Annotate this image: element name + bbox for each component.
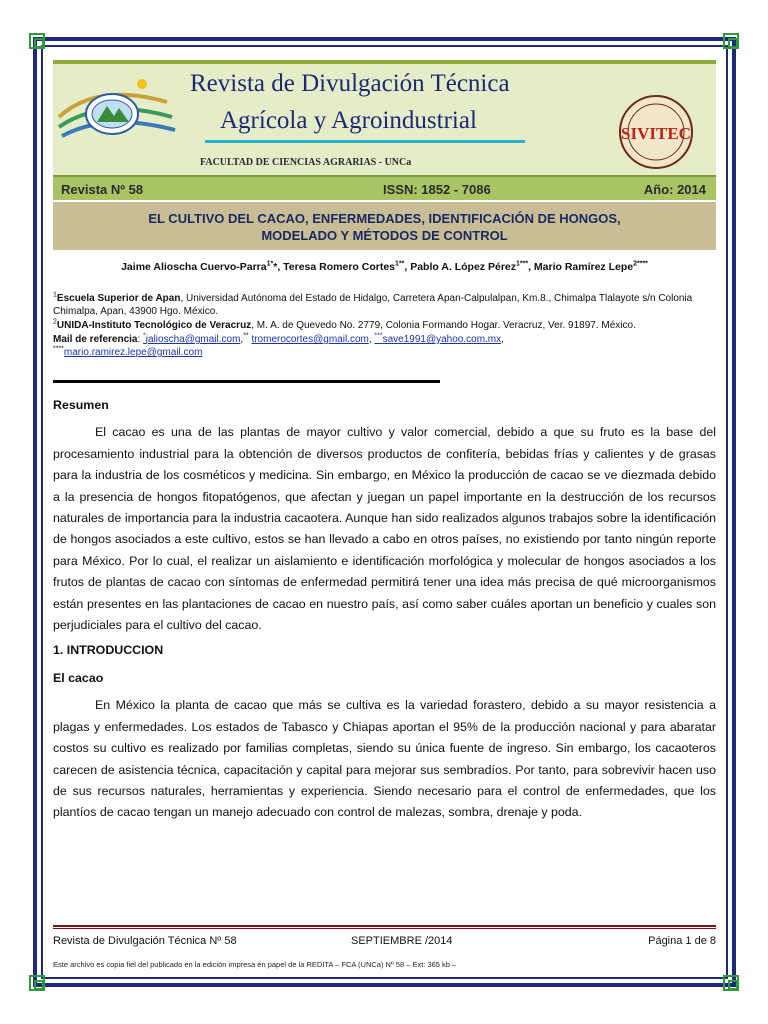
contact-emails: Mail de referencia: *jalioscha@gmail.com,** tromerocortes@gmail.com, ***save1991@yahoo.com.mx, ****mario.ramirez.lepe@gmail.com — [53, 332, 504, 358]
issue-bar — [53, 175, 716, 200]
issn: ISSN: 1852 - 7086 — [383, 182, 491, 197]
email-1-text: jalioscha@gmail.com — [145, 334, 241, 345]
email-2-sup: ** — [243, 332, 249, 340]
affiliations — [53, 292, 719, 360]
email-link-4[interactable]: mario.ramirez.lepe@gmail.com — [63, 347, 203, 358]
affiliation-2 — [53, 319, 719, 332]
header-top-rule — [53, 60, 716, 64]
email-link-3[interactable] — [374, 334, 501, 345]
author-1: Jaime Alioscha Cuervo-Parra — [121, 261, 267, 273]
email-3-sup: *** — [374, 332, 383, 340]
email-link-2[interactable]: tromerocortes@gmail.com — [251, 334, 369, 345]
author-2-sup: 1** — [395, 260, 405, 268]
mail-separator: : — [137, 334, 144, 345]
email-4-sup: **** — [53, 345, 64, 353]
affiliation-2-address: , M. A. de Quevedo No. 2779, Colonia Formando Hogar. Veracruz, Ver. 91897. México. — [251, 320, 636, 331]
corner-ornament-bottom-right — [723, 975, 739, 991]
article-title — [53, 202, 716, 250]
sivitec-logo-text: SIVITEC — [621, 124, 691, 143]
author-3: , Pablo A. López Pérez — [404, 261, 516, 273]
affiliation-1 — [53, 292, 719, 318]
affiliation-2-name: UNIDA-Instituto Tecnológico de Veracruz — [56, 320, 252, 331]
journal-title-line2: Agrícola y Agroindustrial — [220, 107, 477, 134]
abstract-paragraph: El cacao es una de las plantas de mayor cultivo y valor comercial, debido a que su fruto es la base del procesamiento industrial para la obtención de diversos productos de confitería, bebidas frías y calientes y de grasas para la industria de los cosméticos y medicina. Sin embargo, en México la producción de cacao se ve diezmada debido a la presencia de hongos fitopatógenos, que afectan y juegan un papel importante en la destrucción de los recursos naturales de importancia para la industria cacaotera. Aunque han sido realizados algunos trabajos sobre la identificación de hongos asociados a este cultivo, estos se han llevado a cabo en otros países, no existiendo por tanto ningún reporte para México. Por lo cual, el realizar un aislamiento e identificación morfológica y molecular de hongos asociados a los frutos de plantas de cacao con síntomas de enfermedad permitirá tener una idea más precisa de qué microorganismos están presentes en las plantaciones de cacao en nuestro país, así como saber cuáles aportan un beneficio y cuales son perjudiciales para el cultivo del cacao. — [53, 425, 716, 633]
corner-ornament-bottom-left — [29, 975, 45, 991]
affiliation-1-address: , Universidad Autónoma del Estado de Hidalgo, Carretera Apan-Calpulalpan, Km.8., Chimalpa Tlalayote s/n Colonia Chimalpa, Apan, 43900 Hgo. México. — [53, 293, 693, 317]
article-title-line1: EL CULTIVO DEL CACAO, ENFERMEDADES, IDENTIFICACIÓN DE HONGOS, — [148, 211, 621, 226]
issue-year: Año: 2014 — [643, 182, 706, 197]
subsection-heading: El cacao — [53, 670, 104, 685]
affiliation-2-sup: 2 — [53, 318, 57, 326]
author-3-sup: 1*** — [516, 260, 529, 268]
issue-number: Revista Nº 58 — [61, 182, 144, 197]
author-4-sup: 2**** — [633, 260, 648, 268]
footer-note: Este archivo es copia fiel del publicado en la edición impresa en papel de la REDITA – FCA (UNCa) Nº 58 – Ext: 365 kb – — [53, 960, 457, 969]
title-underline — [205, 140, 525, 143]
mail-label: Mail de referencia — [53, 334, 138, 345]
corner-ornament-top-right — [723, 33, 739, 49]
article-body — [53, 395, 716, 828]
author-1-sup: 1* — [266, 260, 274, 268]
email-3-text: save1991@yahoo.com.mx — [382, 334, 502, 345]
sivitec-logo — [616, 92, 696, 172]
affiliation-1-sup: 1 — [53, 291, 57, 299]
section-separator — [53, 380, 440, 383]
email-1-sup: * — [143, 332, 146, 340]
affiliation-1-name: Escuela Superior de Apan — [56, 293, 181, 304]
faculty-name: FACULTAD DE CIENCIAS AGRARIAS - UNCa — [200, 157, 412, 168]
footer-journal: Revista de Divulgación Técnica Nº 58 — [53, 935, 237, 947]
corner-ornament-top-left — [29, 33, 45, 49]
author-4: , Mario Ramírez Lepe — [528, 261, 634, 273]
journal-title-line1: Revista de Divulgación Técnica — [190, 70, 510, 97]
abstract-heading: Resumen — [53, 398, 109, 412]
intro-paragraph: En México la planta de cacao que más se cultiva es la variedad forastero, debido a su mayor resistencia a plagas y enfermedades. Los estados de Tabasco y Chiapas aportan el 95% de la producción nacional y para abaratar costos su cultivo es realizado por familias completas, siendo su única fuente de ingreso. Sin embargo, los cacaoteros carecen de asistencia técnica, capacitación y capital para mejorar sus sembradíos. Por tanto, para sobrevivir hacen uso de sus recursos naturales, herramientas y experiencia. Siendo necesario para el control de enfermedades, que los plantíos de cacao tengan un manejo adecuado con control de malezas, sombra, drenaje y poda. — [53, 698, 716, 820]
author-2: Teresa Romero Cortes — [283, 261, 396, 273]
section-1-heading: 1. INTRODUCCION — [53, 643, 164, 658]
footer-page-number: Página 1 de 8 — [648, 935, 716, 947]
email-link-1[interactable] — [143, 334, 240, 345]
article-title-line2: MODELADO Y MÉTODOS DE CONTROL — [261, 228, 508, 243]
footer-date: SEPTIEMBRE /2014 — [351, 935, 453, 947]
footer-rule — [53, 925, 716, 929]
author-list — [53, 261, 716, 273]
faculty-logo — [57, 72, 177, 152]
author-1-tail: *, — [273, 261, 284, 273]
